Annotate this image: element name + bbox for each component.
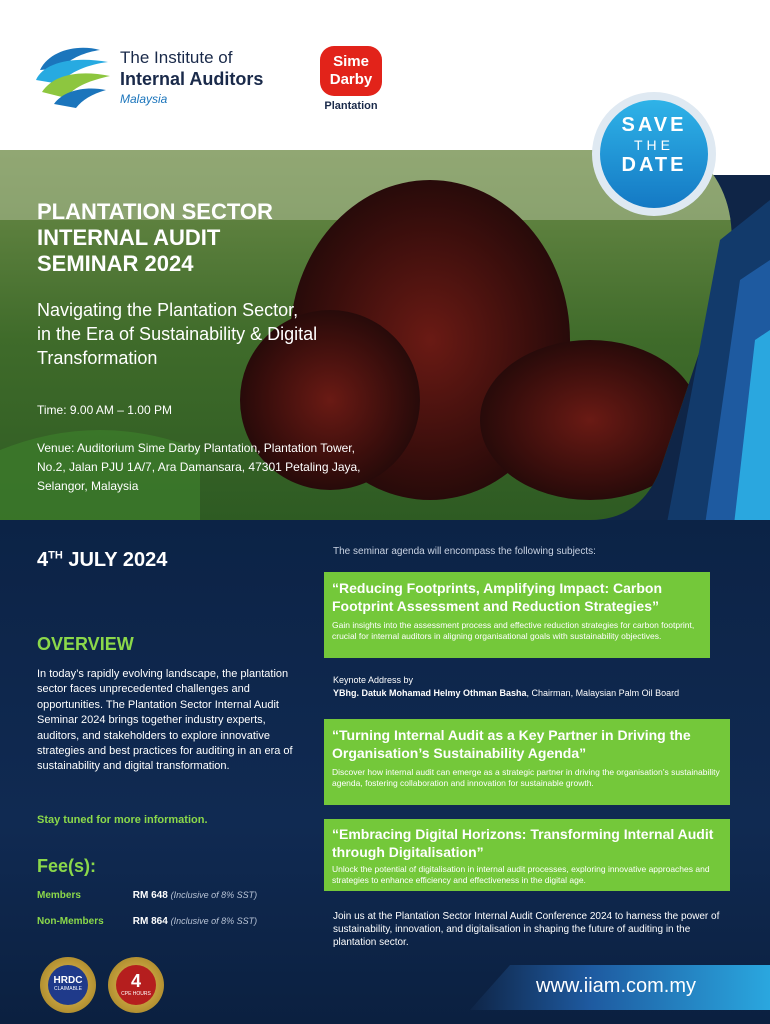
title-line3: SEMINAR 2024 — [37, 251, 194, 276]
hrdc-seal — [40, 957, 96, 1013]
sime-line3: Plantation — [324, 100, 378, 112]
keynote-label: Keynote Address by — [333, 675, 414, 685]
save-the-date-badge — [592, 92, 716, 216]
agenda-intro: The seminar agenda will encompass the following subjects: — [333, 546, 596, 557]
fee-label: Non-Members — [37, 916, 104, 927]
overview-heading: OVERVIEW — [37, 634, 134, 654]
closing-text: Join us at the Plantation Sector Internal Audit Conference 2024 to harness the power of sustainability, innovation, and digitalisation in shaping the future of auditing in the plantation sector. — [333, 911, 720, 948]
agenda-item-title: “Reducing Footprints, Amplifying Impact: Carbon Footprint Assessment and Reduction Strategies” — [332, 580, 663, 614]
cpe-sub: CPE HOURS — [121, 991, 151, 997]
fee-row-non-members — [37, 916, 317, 927]
cpe-number: 4 — [130, 971, 141, 991]
iia-line2: Internal Auditors — [120, 69, 264, 89]
event-date — [37, 549, 167, 572]
agenda-item-2 — [324, 719, 730, 805]
sime-line2: Darby — [329, 71, 373, 88]
keynote — [333, 674, 733, 700]
hrdc-text: HRDC — [53, 975, 83, 986]
agenda-item-1 — [324, 572, 710, 658]
fee-note: (Inclusive of 8% SST) — [170, 916, 258, 926]
date-day: 4 — [37, 549, 49, 571]
agenda-item-title: “Embracing Digital Horizons: Transforming Internal Audit through Digitalisation” — [332, 826, 714, 860]
venue-line3: Selangor, Malaysia — [37, 479, 139, 493]
date-rest: JULY 2024 — [68, 549, 168, 571]
event-venue — [37, 439, 477, 496]
cpe-seal — [108, 957, 164, 1013]
fee-amount: RM 864 — [132, 916, 168, 927]
fee-row-members — [37, 890, 317, 901]
venue-line1: Venue: Auditorium Sime Darby Plantation, Plantation Tower, — [37, 441, 355, 455]
sime-darby-logo — [320, 46, 382, 96]
subtitle-line3: Transformation — [37, 348, 158, 368]
fees-heading: Fee(s): — [37, 856, 97, 876]
fee-label: Members — [37, 890, 81, 901]
event-time: Time: 9.00 AM – 1.00 PM — [37, 403, 172, 417]
iia-wordmark — [120, 48, 290, 108]
agenda-item-desc: Discover how internal audit can emerge as a strategic partner in driving the organisation’s sustainability agenda, fostering collaboration and innovation for sustainable growth. — [332, 767, 720, 788]
website-link[interactable]: www.iiam.com.my — [536, 975, 697, 997]
fee-amount: RM 648 — [132, 890, 168, 901]
title-line2: INTERNAL AUDIT — [37, 225, 221, 250]
hrdc-sub: CLAIMABLE — [53, 986, 83, 992]
agenda-item-3 — [324, 819, 730, 891]
title-line1: PLANTATION SECTOR — [37, 199, 273, 224]
keynote-name: YBhg. Datuk Mohamad Helmy Othman Basha — [333, 688, 527, 698]
date-suffix: TH — [48, 549, 63, 562]
subtitle-line2: in the Era of Sustainability & Digital — [37, 324, 318, 344]
venue-line2: No.2, Jalan PJU 1A/7, Ara Damansara, 47301 Petaling Jaya, — [37, 460, 361, 474]
overview-body: In today’s rapidly evolving landscape, the plantation sector faces unprecedented challenges and opportunities. The Plantation Sector Internal Audit Seminar 2024 brings together industry experts, auditors, and stakeholders to explore innovative strategies and best practices for auditing in an era of sustainability and digital transformation. — [37, 668, 293, 773]
badge-save: SAVE — [621, 114, 687, 136]
sime-line1: Sime — [333, 53, 369, 70]
agenda-item-title: “Turning Internal Audit as a Key Partner in Driving the Organisation’s Sustainability Agenda” — [332, 727, 691, 761]
badge-the: THE — [634, 137, 674, 153]
agenda-item-desc: Gain insights into the assessment process and effective reduction strategies for carbon footprint, crucial for internal auditors in aligning organisational goals with sustainability objectives. — [332, 620, 695, 641]
seminar-subtitle — [37, 298, 417, 370]
agenda-item-desc: Unlock the potential of digitalisation in internal audit processes, exploring innovative approaches and strategies to enhance efficiency and effectiveness in the digital age. — [332, 864, 710, 885]
subtitle-line1: Navigating the Plantation Sector, — [37, 300, 299, 320]
keynote-role: , Chairman, Malaysian Palm Oil Board — [526, 688, 680, 698]
badge-date: DATE — [621, 154, 687, 176]
fee-note: (Inclusive of 8% SST) — [170, 890, 258, 900]
iia-line1: The Institute of — [120, 48, 233, 67]
iia-logo — [34, 42, 116, 112]
seminar-title — [37, 199, 377, 277]
stay-tuned: Stay tuned for more information. — [37, 814, 208, 826]
iia-line3: Malaysia — [120, 92, 168, 106]
